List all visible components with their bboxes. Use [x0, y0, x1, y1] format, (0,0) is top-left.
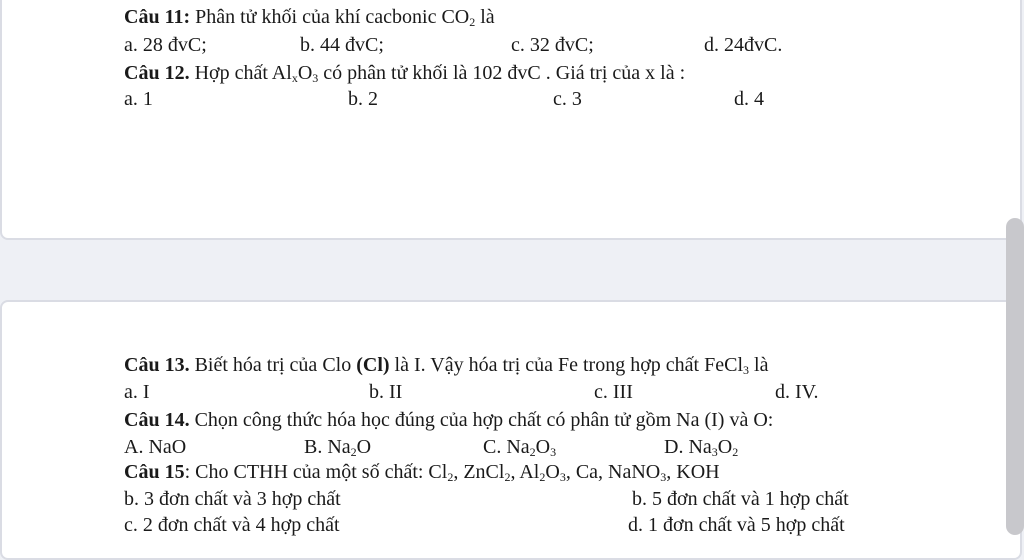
question-12-label: Câu 12.	[124, 62, 190, 84]
q15-option-4[interactable]: d. 1 đơn chất và 5 hợp chất	[628, 514, 845, 536]
q15-s4: 3	[559, 470, 566, 484]
q11-option-c[interactable]: c. 32 đvC;	[511, 34, 594, 56]
q13-option-a[interactable]: a. I	[124, 381, 150, 403]
question-12-text-b: O	[297, 62, 313, 84]
q14-option-c[interactable]	[483, 435, 556, 459]
q15-s1: 2	[447, 470, 454, 484]
q15-t2: , ZnCl	[453, 461, 505, 483]
q15-t4: O	[545, 461, 560, 483]
question-12-text-c: có phân tử khối là 102 đvC . Giá trị của x là :	[318, 62, 686, 84]
question-14-text: Chọn công thức hóa học đúng của hợp chất có phân tử gồm Na (I) và O:	[189, 409, 774, 431]
q14-b-sub: 2	[350, 445, 357, 459]
question-13-label: Câu 13.	[124, 354, 190, 376]
question-11-sub: 2	[469, 15, 476, 29]
q14-c-sub1: 2	[529, 445, 536, 459]
q13-option-b[interactable]: b. II	[369, 381, 403, 403]
question-12-text-a: Hợp chất Al	[189, 62, 292, 84]
q12-option-d[interactable]: d. 4	[734, 88, 764, 110]
question-11-label: Câu 11:	[124, 6, 191, 28]
q14-c-sub2: 3	[550, 445, 557, 459]
question-13	[124, 353, 768, 377]
q14-d-sub2: 2	[732, 445, 739, 459]
q14-option-d[interactable]	[664, 435, 738, 459]
q14-option-b[interactable]	[304, 435, 371, 459]
q13-option-c[interactable]: c. III	[594, 381, 633, 403]
q14-c-pre: C. Na	[483, 436, 530, 458]
question-13-tail: là	[749, 354, 769, 376]
q15-t6: , KOH	[666, 461, 720, 483]
scrollbar-thumb[interactable]	[1006, 218, 1024, 535]
question-12	[124, 61, 685, 85]
q12-option-c[interactable]: c. 3	[553, 88, 582, 110]
question-13-text-a: Biết hóa trị của Clo	[189, 354, 357, 376]
q14-d-mid: O	[717, 436, 733, 458]
q14-d-sub1: 3	[711, 445, 718, 459]
q14-b-pre: B. Na	[304, 436, 351, 458]
q12-option-b[interactable]: b. 2	[348, 88, 378, 110]
question-14-label: Câu 14.	[124, 409, 190, 431]
q15-option-2[interactable]: b. 5 đơn chất và 1 hợp chất	[632, 488, 849, 510]
q14-option-a[interactable]: A. NaO	[124, 436, 187, 458]
q15-t3: , Al	[510, 461, 540, 483]
q11-option-b[interactable]: b. 44 đvC;	[300, 34, 384, 56]
question-11-text: Phân tử khối của khí cacbonic CO	[190, 6, 470, 28]
q11-option-a[interactable]: a. 28 đvC;	[124, 34, 207, 56]
q15-t5: , Ca, NaNO	[565, 461, 661, 483]
q15-s2: 2	[504, 470, 511, 484]
q12-option-a[interactable]: a. 1	[124, 88, 153, 110]
q14-b-post: O	[356, 436, 372, 458]
question-15	[124, 460, 720, 484]
question-13-text-b: là I. Vậy hóa trị của Fe trong hợp chất FeCl	[389, 354, 744, 376]
question-13-cl: (Cl)	[356, 354, 390, 376]
question-13-sub: 3	[743, 363, 750, 377]
q14-c-mid: O	[535, 436, 551, 458]
question-11	[124, 5, 495, 29]
q15-s3: 2	[539, 470, 546, 484]
question-12-sub-a: x	[291, 71, 298, 85]
q13-option-d[interactable]: d. IV.	[775, 381, 819, 403]
question-12-sub-b: 3	[312, 71, 319, 85]
q15-option-3[interactable]: c. 2 đơn chất và 4 hợp chất	[124, 514, 340, 536]
q15-s5: 3	[660, 470, 667, 484]
q11-option-d[interactable]: d. 24đvC.	[704, 34, 783, 56]
q15-option-1[interactable]: b. 3 đơn chất và 3 hợp chất	[124, 488, 341, 510]
question-14	[124, 408, 773, 432]
q14-d-pre: D. Na	[664, 436, 712, 458]
question-15-label: Câu 15	[124, 461, 185, 483]
question-11-tail: là	[475, 6, 495, 28]
question-15-text: : Cho CTHH của một số chất: Cl	[184, 461, 448, 483]
